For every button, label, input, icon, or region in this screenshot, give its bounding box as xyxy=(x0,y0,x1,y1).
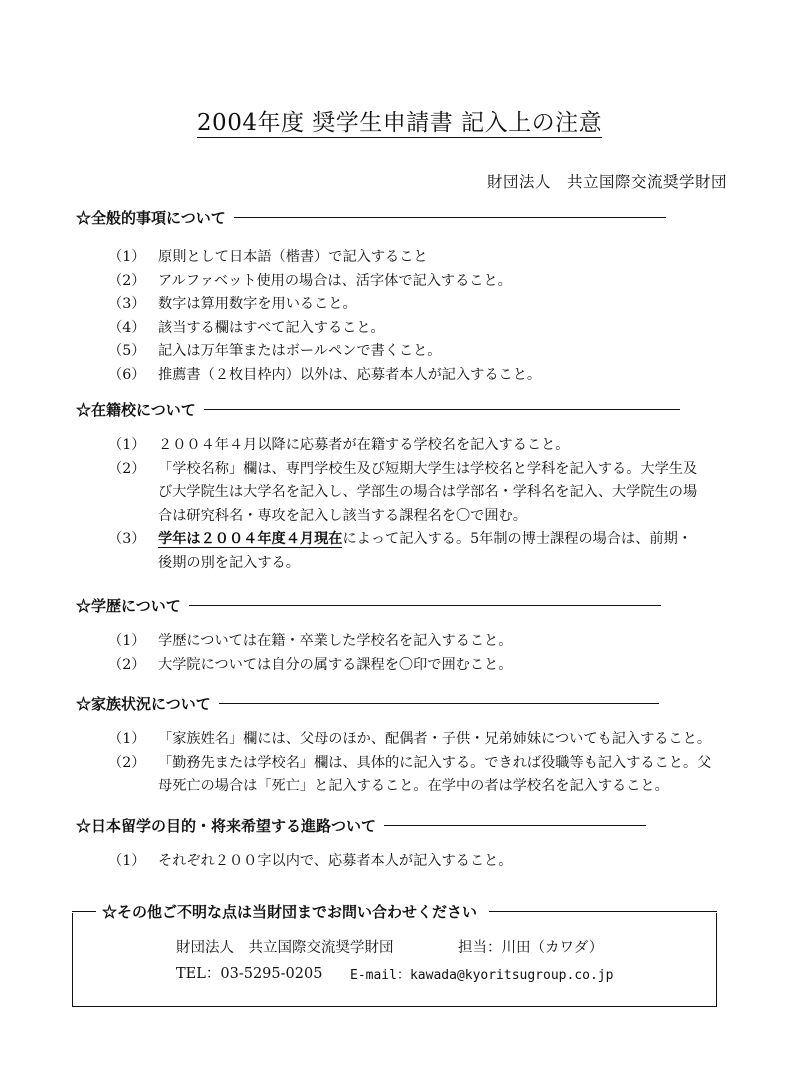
section-heading: ☆全般的事項について xyxy=(76,206,666,228)
list-item: （2） 大学院については自分の属する課程を〇印で囲むこと。 xyxy=(108,656,513,673)
document-title: 2004年度 奨学生申請書 記入上の注意 xyxy=(196,110,603,136)
list-item: （1） それぞれ２００字以内で、応募者本人が記入すること。 xyxy=(108,853,513,869)
organization-name: 財団法人 共立国際交流奨学財団 xyxy=(486,173,727,191)
section-education xyxy=(76,594,661,677)
list-item: （6） 推薦書（２枚目枠内）以外は、応募者本人が記入すること。 xyxy=(108,366,542,383)
list-item: （5） 記入は万年筆またはボールペンで書くこと。 xyxy=(108,343,442,359)
section-heading: ☆学歴について xyxy=(76,594,661,616)
list-item: （4） 該当する欄はすべて記入すること。 xyxy=(108,319,385,336)
list-item: （2） 「学校名称」欄は、専門学校生及び短期大学生は学校名と学科を記入する。大学生及び大学院生は大学名を記入し、学部生の場合は学部名・学科名を記入、大学院生の場合は研究科名・専攻を記入し該当する課程名を〇で囲む。 xyxy=(108,460,698,524)
section-heading: ☆家族状況について xyxy=(76,692,716,714)
list-item: （1） 学歴については在籍・卒業した学校名を記入すること。 xyxy=(108,633,513,649)
list-item: （2） アルファベット使用の場合は、活字体で記入すること。 xyxy=(108,272,512,289)
contact-tel: TEL：03-5295-0205 xyxy=(176,966,323,982)
list-item: （3） 数字は算用数字を用いること。 xyxy=(108,296,357,312)
section-general xyxy=(76,206,666,387)
contact-person: 担当：川田（カワダ） xyxy=(458,940,604,956)
section-school xyxy=(76,398,706,575)
list-item: （1） 原則として日本語（楷書）で記入すること xyxy=(108,249,428,265)
section-heading: ☆在籍校について xyxy=(76,398,706,420)
list-item: （1） ２００４年４月以降に応募者が在籍する学校名を記入すること。 xyxy=(108,437,570,453)
contact-heading: ☆その他ご不明な点は当財団までお問い合わせください xyxy=(72,901,717,922)
contact-org: 財団法人 共立国際交流奨学財団 xyxy=(176,940,394,956)
section-purpose xyxy=(76,814,646,874)
list-item: （3） 学年は２００４年度４月現在によって記入する。5年制の博士課程の場合は、前期・後期の別を記入する。 xyxy=(108,531,692,571)
list-item: （1） 「家族姓名」欄には、父母のほか、配偶者・子供・兄弟姉妹についても記入すること。 xyxy=(108,731,712,747)
section-heading: ☆日本留学の目的・将来希望する進路ついて xyxy=(76,814,646,836)
section-family xyxy=(76,692,716,799)
contact-email: E-mail：kawada@kyoritsugroup.co.jp xyxy=(350,968,614,983)
list-item: （2） 「勤務先または学校名」欄は、具体的に記入する。できれば役職等も記入すること。父母死亡の場合は「死亡」と記入すること。在学中の者は学校名を記入すること。 xyxy=(108,754,712,794)
contact-box xyxy=(72,913,717,1007)
